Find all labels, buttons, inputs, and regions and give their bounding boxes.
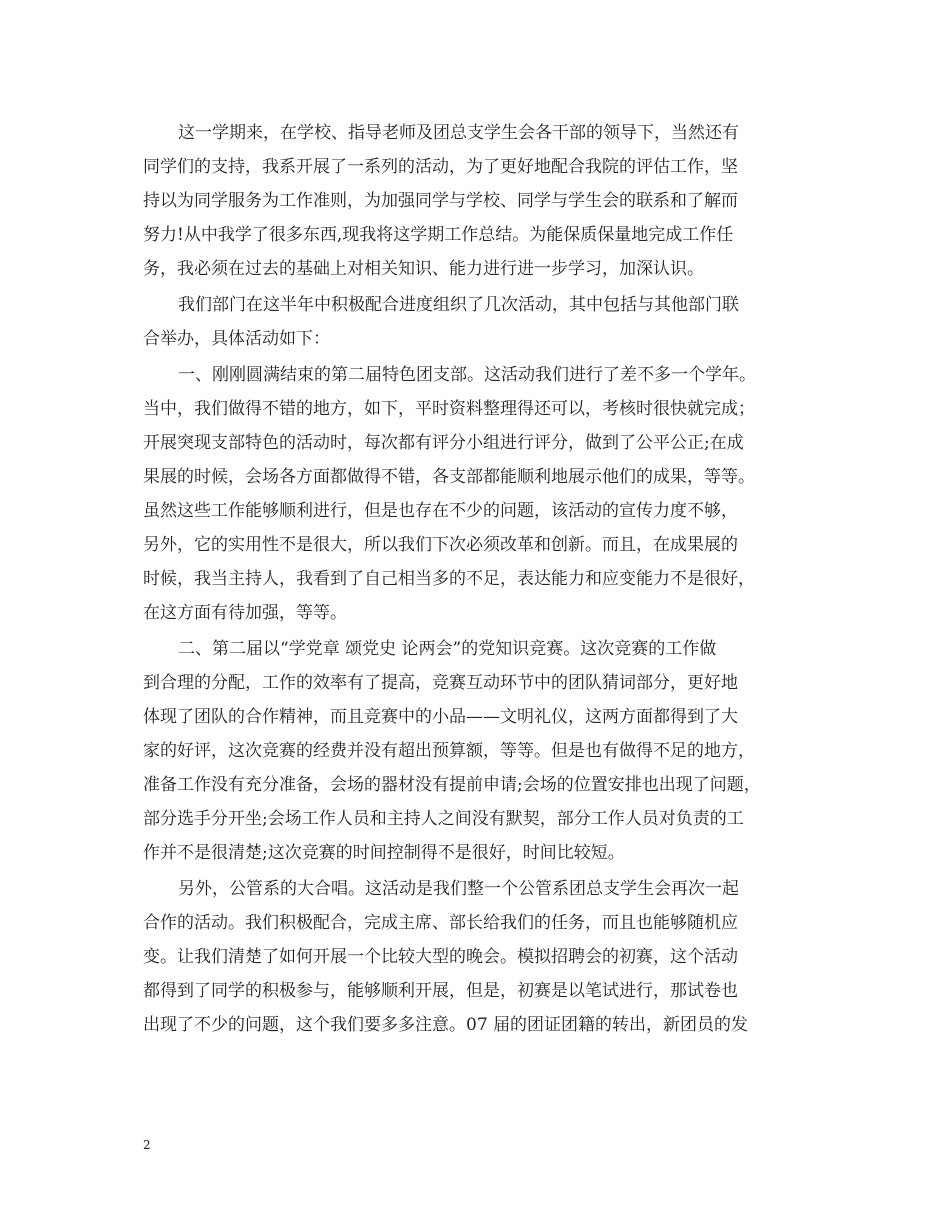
text-line: 持以为同学服务为工作准则，为加强同学与学校、同学与学生会的联系和了解而 bbox=[143, 191, 738, 211]
text-line: 这一学期来，在学校、指导老师及团总支学生会各干部的领导下，当然还有 bbox=[178, 123, 739, 143]
text-line: 都得到了同学的积极参与，能够顺利开展，但是，初赛是以笔试进行，那试卷也 bbox=[143, 981, 738, 1001]
text-line: 合举办，具体活动如下： bbox=[143, 329, 330, 349]
text-line: 我们部门在这半年中积极配合进度组织了几次活动，其中包括与其他部门联 bbox=[178, 295, 739, 315]
text-line: 作并不是很清楚;这次竞赛的时间控制得不是很好，时间比较短。 bbox=[143, 843, 625, 863]
text-line: 另外，公管系的大合唱。这活动是我们整一个公管系团总支学生会再次一起 bbox=[178, 879, 739, 899]
text-line: 出现了不少的问题，这个我们要多多注意。07 届的团证团籍的转出，新团员的发 bbox=[143, 1015, 749, 1035]
text-line: 努力!从中我学了很多东西,现我将这学期工作总结。为能保质保量地完成工作任 bbox=[143, 225, 734, 245]
text-line: 部分选手分开坐;会场工作人员和主持人之间没有默契，部分工作人员对负责的工 bbox=[143, 809, 744, 829]
text-line: 另外，它的实用性不是很大，所以我们下次必须改革和创新。而且，在成果展的 bbox=[143, 535, 738, 555]
text-line: 家的好评，这次竞赛的经费并没有超出预算额，等等。但是也有做得不足的地方， bbox=[143, 741, 755, 761]
text-line: 务，我必须在过去的基础上对相关知识、能力进行进一步学习，加深认识。 bbox=[143, 259, 704, 279]
text-line: 到合理的分配，工作的效率有了提高，竞赛互动环节中的团队猜词部分，更好地 bbox=[143, 673, 738, 693]
text-line: 果展的时候，会场各方面都做得不错，各支部都能顺利地展示他们的成果，等等。 bbox=[143, 467, 755, 487]
text-line: 一、刚刚圆满结束的第二届特色团支部。这活动我们进行了差不多一个学年。 bbox=[178, 365, 756, 385]
text-line: 当中，我们做得不错的地方，如下，平时资料整理得还可以，考核时很快就完成； bbox=[143, 399, 755, 419]
page-number: 2 bbox=[143, 1138, 151, 1152]
text-line: 虽然这些工作能够顺利进行，但是也存在不少的问题，该活动的宣传力度不够， bbox=[143, 501, 738, 521]
text-line: 变。让我们清楚了如何开展一个比较大型的晚会。模拟招聘会的初赛，这个活动 bbox=[143, 947, 738, 967]
text-line: 二、第二届以“学党章 颂党史 论两会”的党知识竞赛。这次竞赛的工作做 bbox=[178, 639, 717, 659]
text-line: 在这方面有待加强，等等。 bbox=[143, 603, 347, 623]
text-line: 开展突现支部特色的活动时，每次都有评分小组进行评分，做到了公平公正;在成 bbox=[143, 433, 744, 453]
text-line: 合作的活动。我们积极配合，完成主席、部长给我们的任务，而且也能够随机应 bbox=[143, 913, 738, 933]
text-line: 体现了团队的合作精神，而且竞赛中的小品——文明礼仪，这两方面都得到了大 bbox=[143, 707, 738, 727]
text-line: 同学们的支持，我系开展了一系列的活动，为了更好地配合我院的评估工作，坚 bbox=[143, 157, 738, 177]
text-line: 准备工作没有充分准备，会场的器材没有提前申请;会场的位置安排也出现了问题， bbox=[143, 775, 761, 795]
text-line: 时候，我当主持人，我看到了自己相当多的不足，表达能力和应变能力不是很好， bbox=[143, 569, 755, 589]
